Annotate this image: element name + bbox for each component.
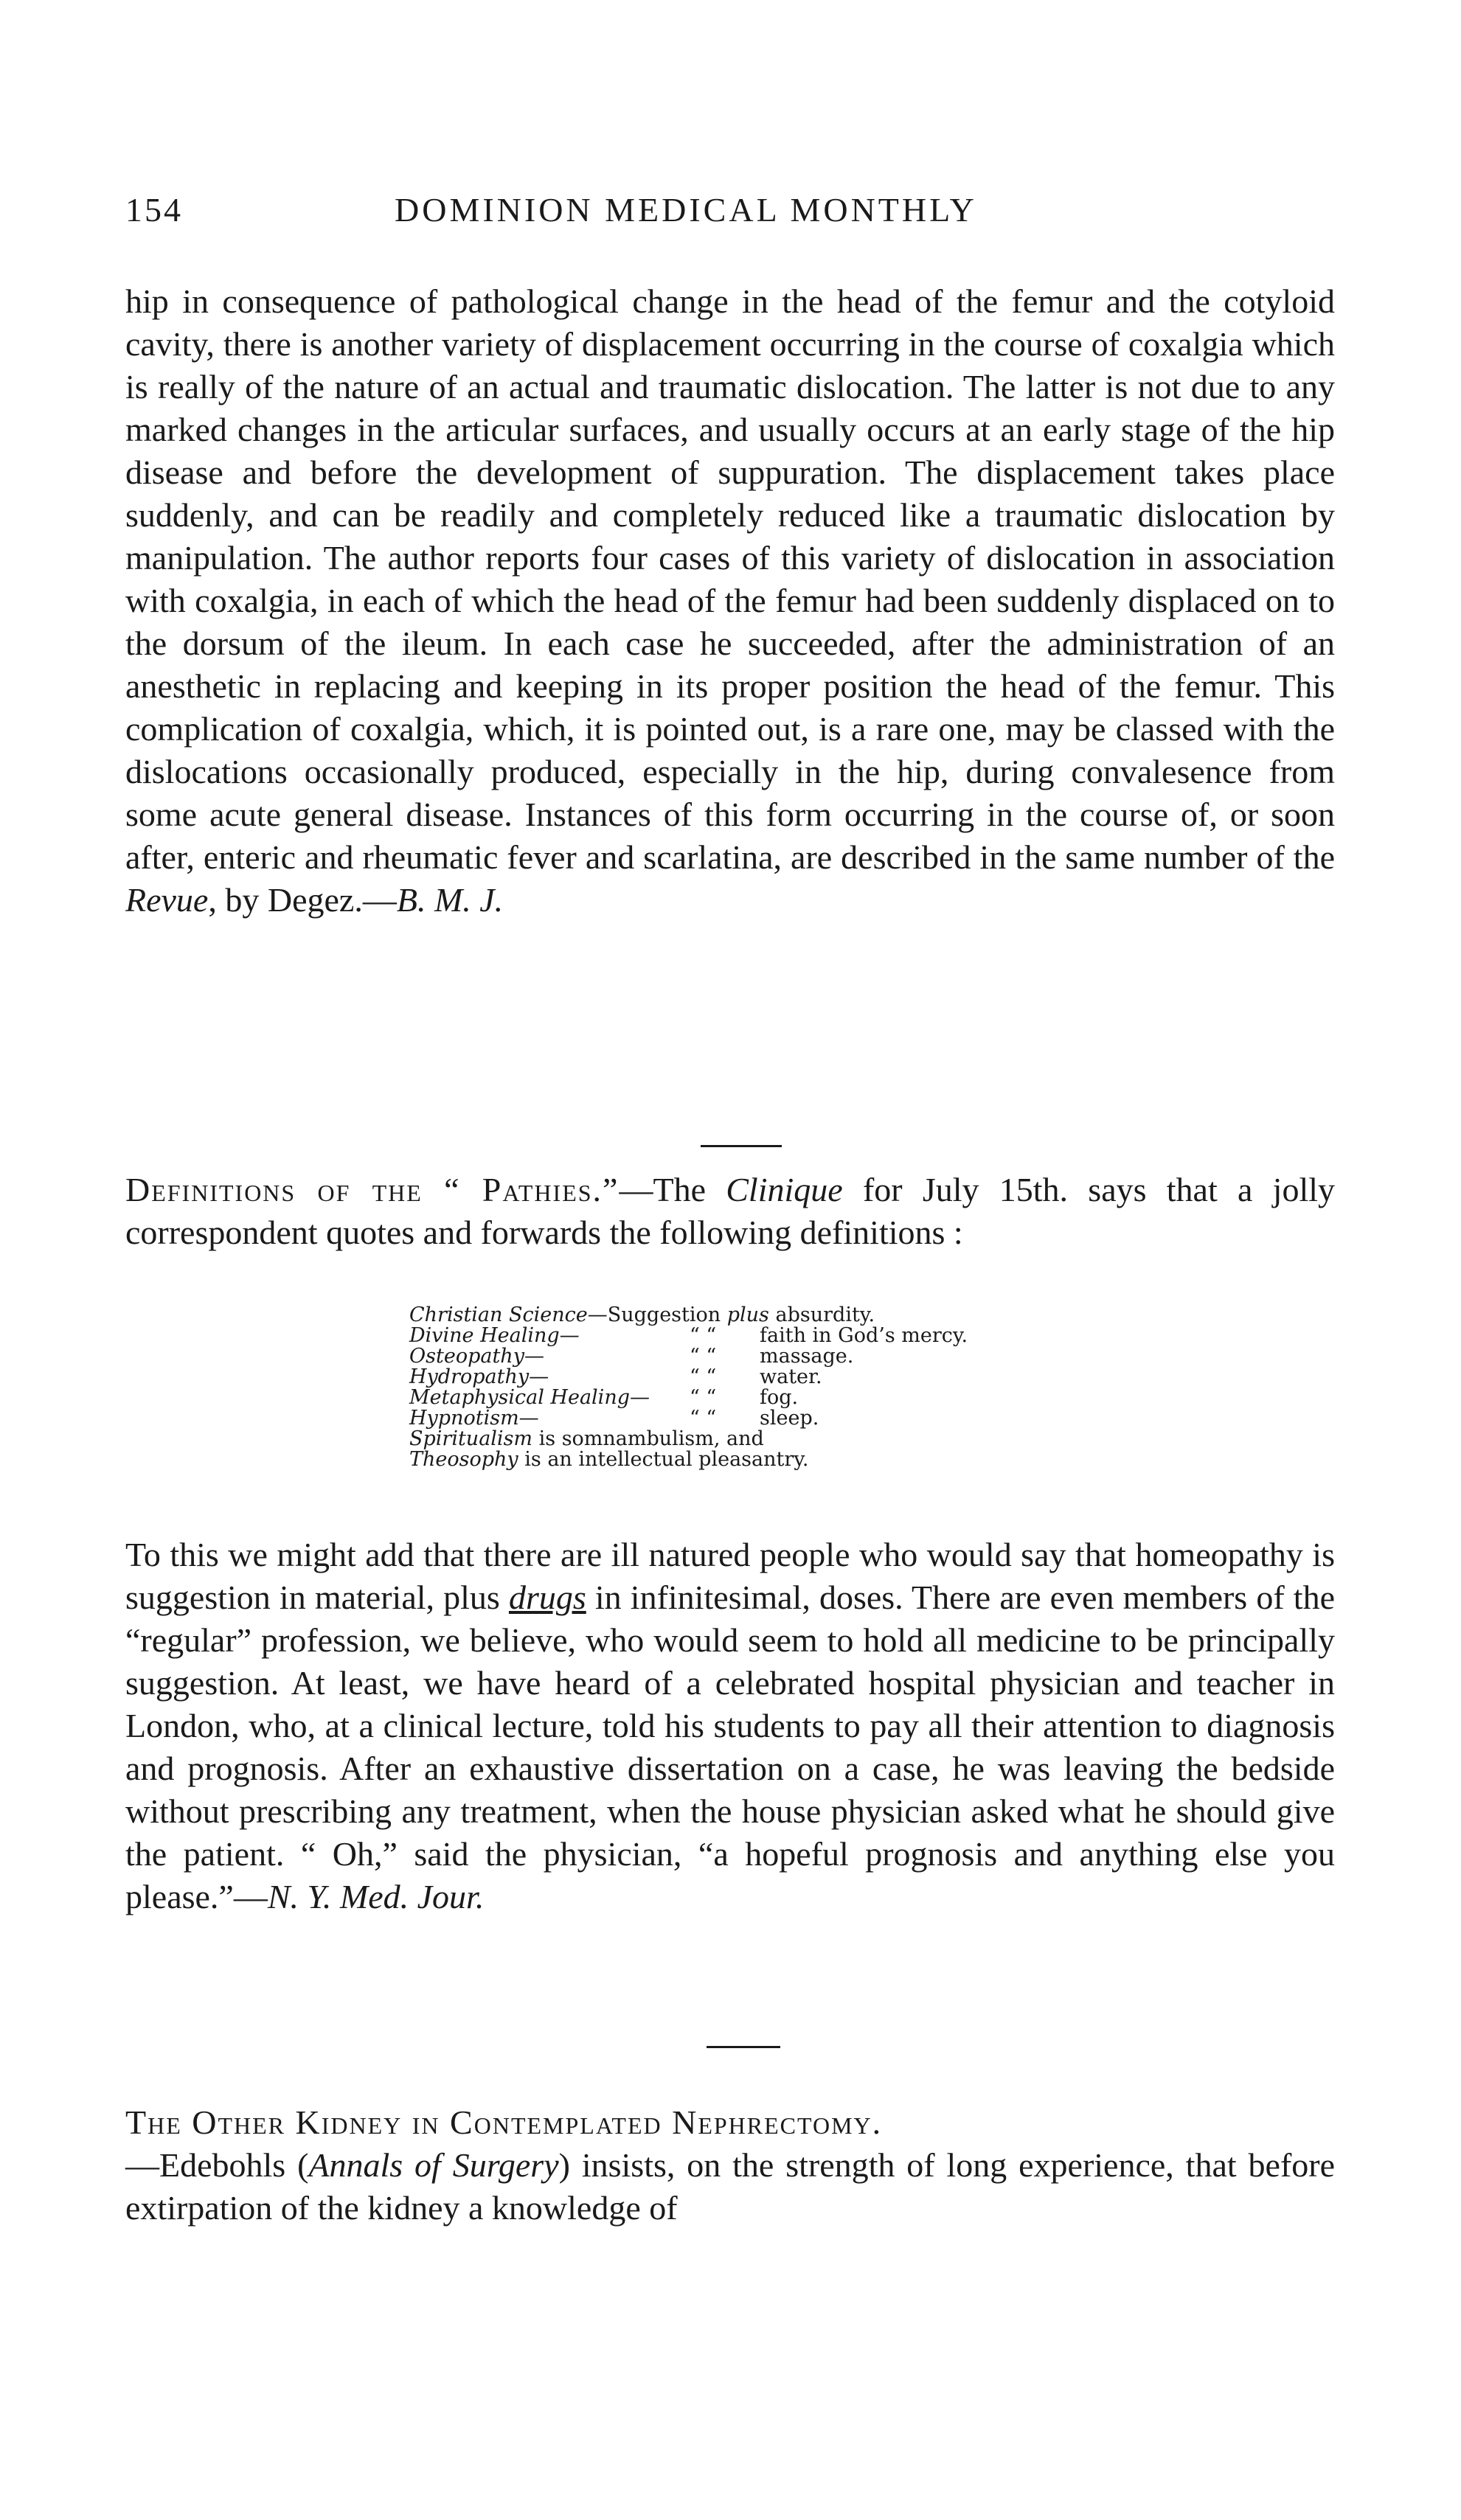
source-signature: B. M. J.	[396, 881, 504, 919]
definition-term: Metaphysical Healing—	[409, 1386, 650, 1409]
section-heading: Definitions of the “ Pathies.”	[125, 1171, 620, 1208]
definition-row	[409, 1326, 1147, 1346]
definition-value: faith in God’s mercy.	[760, 1324, 968, 1347]
journal-title: DOMINION MEDICAL MONTHLY	[395, 191, 977, 229]
paragraph-text: To this we might add that there are ill natured people who would say that homeopathy is suggestion in material, plus	[125, 1536, 1335, 1616]
paragraph-homeopathy	[125, 1534, 1335, 1918]
ditto-marks: “ “	[690, 1386, 717, 1409]
ditto-marks: “ “	[690, 1345, 717, 1368]
ditto-marks: “ “	[690, 1407, 717, 1430]
definition-value: water.	[760, 1365, 822, 1388]
paragraph-nephrectomy	[125, 2101, 1335, 2230]
journal-name: Clinique	[726, 1171, 843, 1208]
definition-term: Divine Healing—	[409, 1324, 580, 1347]
definition-row	[409, 1408, 1147, 1429]
heading-dash: —The	[619, 1171, 726, 1208]
section-heading: The Other Kidney in Contemplated Nephrectomy.	[125, 2103, 883, 2141]
paragraph-coxalgia	[125, 280, 1335, 922]
definition-row	[409, 1367, 1147, 1388]
page-number: 154	[125, 191, 183, 229]
journal-name: Annals of Surgery	[308, 2146, 559, 2184]
definition-row	[409, 1305, 1147, 1326]
definition-plus: plus	[726, 1303, 769, 1326]
heading-dash: —Edebohls (	[125, 2146, 309, 2184]
attribution-text: , by Degez.—	[208, 881, 397, 919]
definition-row	[409, 1449, 1147, 1470]
section-divider	[701, 1145, 782, 1147]
definitions-list	[409, 1305, 1147, 1470]
source-citation: N. Y. Med. Jour.	[267, 1878, 485, 1915]
definition-value: absurdity.	[775, 1303, 875, 1326]
definition-term: Hydropathy—	[409, 1365, 549, 1388]
source-journal: Revue	[125, 881, 209, 919]
paragraph-text: ) insists, on the strength of long experience, that before extirpation of the kidney a knowledge of	[125, 2146, 1335, 2227]
paragraph-text: hip in consequence of pathological change in the head of the femur and the cotyloid cavity, there is another variety of displacement occurring in the course of coxalgia which is really of the nature of an actual and traumatic dislocation. The latter is not due to any marked changes in the articular surfaces, and usually occurs at an early stage of the hip disease and before the development of suppuration. The displacement takes place suddenly, and can be readily and completely reduced like a traumatic dislocation by manipulation. The author reports four cases of this variety of dislocation in association with coxalgia, in each of which the head of the femur had been suddenly displaced on to the dorsum of the ileum. In each case he succeeded, after the administration of an anesthetic in replacing and keeping in its proper position the head of the femur. This complication of coxalgia, which, it is pointed out, is a rare one, may be classed with the dislocations occasionally produced, especially in the hip, during convalesence from some acute general disease. Instances of this form occurring in the course of, or soon after, enteric and rheumatic fever and scarlatina, are described in the same number of the	[125, 282, 1335, 876]
definition-term: Hypnotism—	[409, 1407, 539, 1430]
definition-term: Theosophy	[409, 1448, 518, 1471]
ditto-marks: “ “	[690, 1365, 717, 1388]
definition-term: Spiritualism	[409, 1427, 533, 1450]
definition-value: sleep.	[760, 1407, 819, 1430]
paragraph-text: for July 15th. says that a jolly correspondent quotes and forwards the following definitions :	[125, 1171, 1336, 1251]
section-divider	[707, 2046, 780, 2048]
definition-value: is an intellectual pleasantry.	[518, 1448, 809, 1471]
definition-value: massage.	[760, 1345, 854, 1368]
definition-connector: Suggestion	[607, 1303, 727, 1326]
definition-term: Osteopathy—	[409, 1345, 544, 1368]
definition-row	[409, 1388, 1147, 1408]
running-head	[125, 190, 1335, 234]
definition-term: Christian Science—	[409, 1303, 608, 1326]
definition-row	[409, 1429, 1147, 1449]
definition-value: is somnambulism, and	[532, 1427, 764, 1450]
paragraph-definitions-intro	[125, 1169, 1335, 1254]
paragraph-text-continued: in infinitesimal, doses. There are even members of the “regular” profession, we believe, who would seem to hold all medicine to be principally suggestion. At least, we have heard of a celebrated hospital physician and teacher in London, who, at a clinical lecture, told his students to pay all their attention to diagnosis and prognosis. After an exhaustive dissertation on a case, he was leaving the bedside without prescribing any treatment, when the house physician asked what he should give the patient. “ Oh,” said the physician, “a hopeful prognosis and anything else you please.”—	[125, 1579, 1335, 1915]
definition-row	[409, 1346, 1147, 1367]
definition-value: fog.	[760, 1386, 799, 1409]
ditto-marks: “ “	[690, 1324, 717, 1347]
emphasis-drugs: drugs	[508, 1579, 586, 1616]
